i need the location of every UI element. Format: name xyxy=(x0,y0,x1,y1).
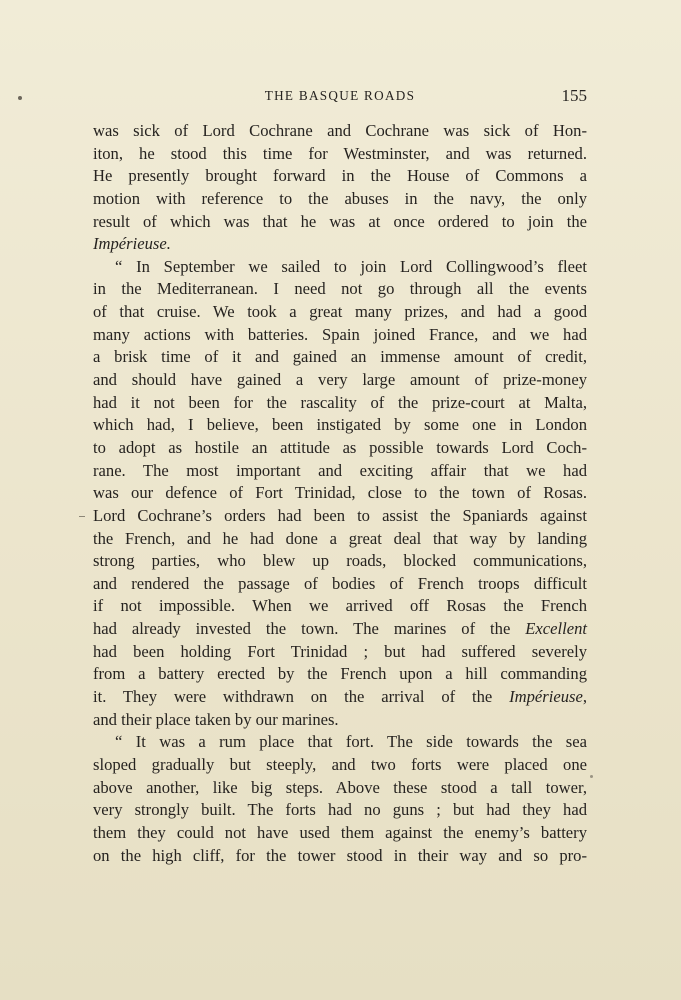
text-line: sloped gradually but steeply, and two forts were placed one xyxy=(93,754,587,774)
running-title: THE BASQUE ROADS xyxy=(264,88,416,103)
text-line: and should have gained a very large amount of prize-money xyxy=(93,370,587,390)
page-number: 155 xyxy=(561,86,587,105)
text-line: iton, he stood this time for Westminster, and was returned. xyxy=(93,143,587,163)
text-line: above another, like big steps. Above these stood a tall tower, xyxy=(93,777,587,797)
text-line: strong parties, who blew up roads, blocked communications, xyxy=(93,551,587,571)
text-segment: had already invested the town. The marines of the xyxy=(93,619,526,639)
text-line: if not impossible. When we arrived off Rosas the French xyxy=(93,596,587,616)
text-line xyxy=(93,233,587,256)
body-text xyxy=(93,120,587,867)
margin-tick-mark xyxy=(79,516,85,517)
text-line: was our defence of Fort Trinidad, close to the town of Rosas. xyxy=(93,483,587,503)
text-segment: , xyxy=(582,687,587,707)
text-line: to adopt as hostile an attitude as possible towards Lord Coch- xyxy=(93,437,587,457)
paragraph-start-line: “ It was a rum place that fort. The side towards the sea xyxy=(115,732,587,752)
text-line: the French, and he had done a great deal that way by landing xyxy=(93,528,587,548)
running-head xyxy=(93,86,587,108)
text-line: and rendered the passage of bodies of French troops difficult xyxy=(93,573,587,593)
paper-speck xyxy=(590,775,593,778)
text-line: from a battery erected by the French upon a hill commanding xyxy=(93,664,587,684)
text-line: very strongly built. The forts had no guns ; but had they had xyxy=(93,800,587,820)
text-line xyxy=(93,618,587,641)
text-line: Lord Cochrane’s orders had been to assist the Spaniards against xyxy=(93,505,587,525)
text-line: on the high cliff, for the tower stood in their way and so pro- xyxy=(93,845,587,865)
text-line: result of which was that he was at once ordered to join the xyxy=(93,211,587,231)
text-line: He presently brought forward in the House of Commons a xyxy=(93,166,587,186)
ship-name-excellent: Excellent xyxy=(525,619,587,639)
text-line: them they could not have used them against the enemy’s battery xyxy=(93,822,587,842)
text-segment: it. They were withdrawn on the arrival of the xyxy=(93,687,510,707)
text-line: had it not been for the rascality of the prize-court at Malta, xyxy=(93,392,587,412)
margin-dot-mark xyxy=(18,96,22,100)
ship-name-impérieuse: Impérieuse. xyxy=(93,234,171,254)
text-line: had been holding Fort Trinidad ; but had suffered severely xyxy=(93,641,587,661)
text-line: rane. The most important and exciting affair that we had xyxy=(93,460,587,480)
text-line: which had, I believe, been instigated by some one in London xyxy=(93,415,587,435)
text-line: many actions with batteries. Spain joined France, and we had xyxy=(93,324,587,344)
text-line: in the Mediterranean. I need not go through all the events xyxy=(93,279,587,299)
text-line xyxy=(93,686,587,709)
text-line: of that cruise. We took a great many prizes, and had a good xyxy=(93,302,587,322)
paragraph-start-line: “ In September we sailed to join Lord Collingwood’s fleet xyxy=(115,256,587,276)
text-line: and their place taken by our marines. xyxy=(93,709,339,729)
text-line: motion with reference to the abuses in the navy, the only xyxy=(93,188,587,208)
text-line: a brisk time of it and gained an immense amount of credit, xyxy=(93,347,587,367)
ship-name-impérieuse: Impérieuse xyxy=(509,687,583,707)
text-line: was sick of Lord Cochrane and Cochrane was sick of Hon- xyxy=(93,121,587,140)
